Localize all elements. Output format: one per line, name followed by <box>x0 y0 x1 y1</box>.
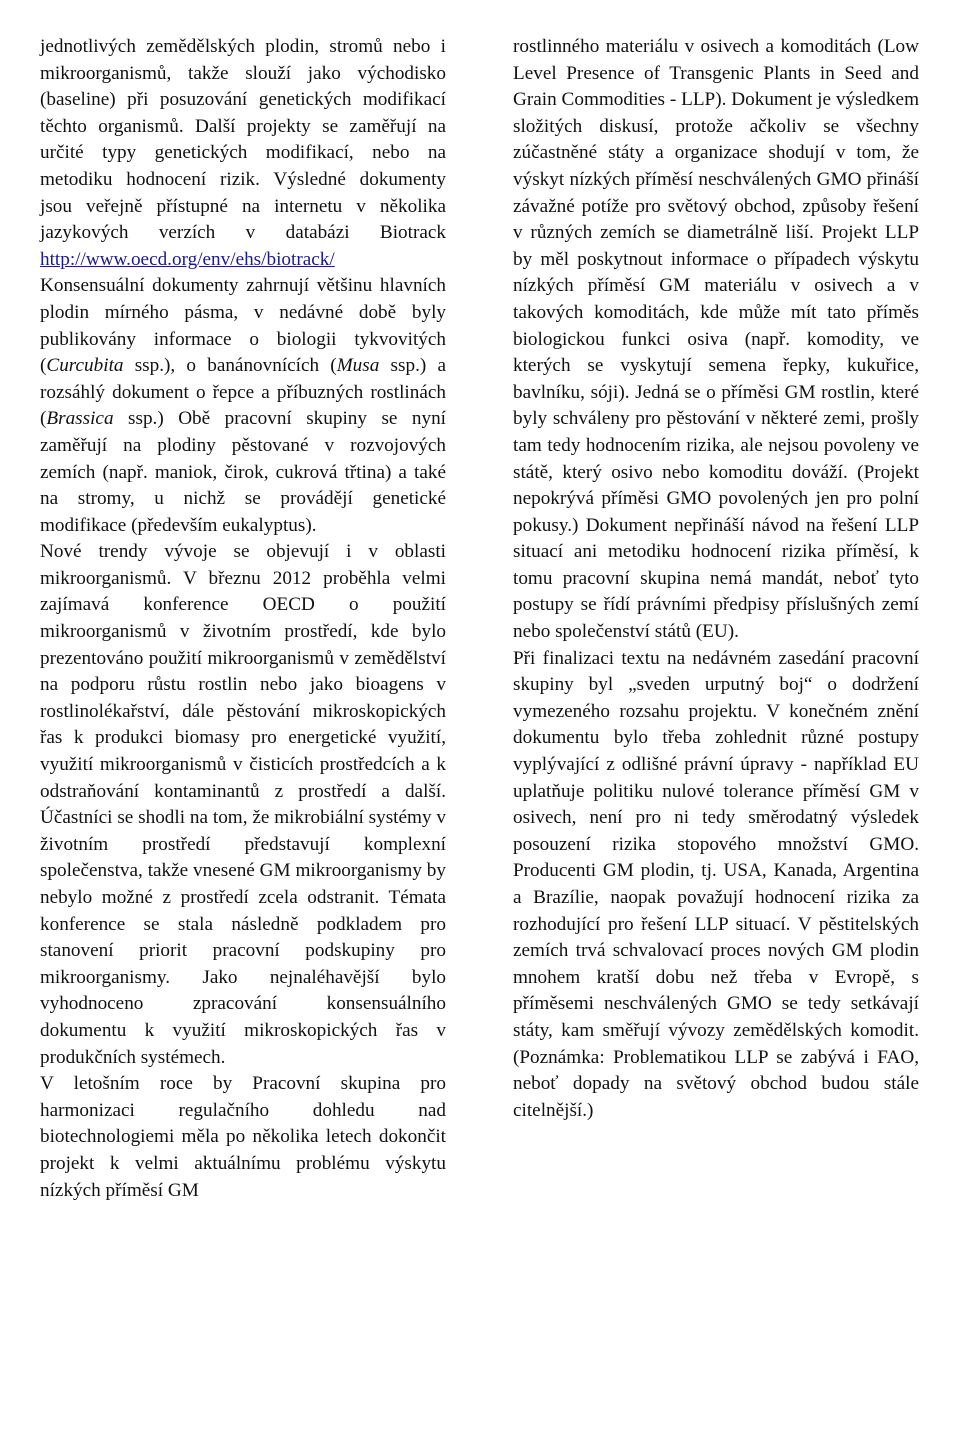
paragraph-consensus-documents <box>40 273 446 539</box>
paragraph-finalization: Při finalizaci textu na nedávném zasedání pracovní skupiny byl „sveden urputný boj“ o dodržení vymezeného rozsahu projektu. V konečném znění dokumentu bylo třeba zohlednit různé postupy vyplývající z odlišné právní úpravy - například EU uplatňuje politiku nulové tolerance příměsí GM v osivech, není pro ni tedy směrodatný výsledek posouzení rizika stopového množství GMO. Producenti GM plodin, tj. USA, Kanada, Argentina a Brazílie, naopak považují hodnocení rizika za rozhodující pro řešení LLP situací. V pěstitelských zemích trvá schvalovací proces nových GM plodin mnohem kratší dobu než třeba v Evropě, s příměsemi neschválených GMO se tedy setkávají státy, kam směřují vývozy zemědělských komodit. (Poznámka: Problematikou LLP se zabývá i FAO, neboť dopady na světový obchod budou stále citelnější.) <box>513 647 919 1121</box>
biotrack-link[interactable]: http://www.oecd.org/env/ehs/biotrack/ <box>40 248 335 270</box>
paragraph-text: ssp.) Obě pracovní skupiny se nyní zaměřují na plodiny pěstované v rozvojových zemích (např. maniok, čirok, cukrová třtina) a také na stromy, u nichž se provádějí genetické modifikace (především eukalyptus). <box>40 408 446 536</box>
taxon-brassica: Brassica <box>46 408 114 430</box>
taxon-musa: Musa <box>336 355 380 377</box>
left-text-column <box>40 34 446 1204</box>
paragraph-llp-project: rostlinného materiálu v osivech a komoditách (Low Level Presence of Transgenic Plants in Seed and Grain Commodities - LLP). Dokument je výsledkem složitých diskusí, protože ačkoliv se všechny zúčastněné státy a organizace shodují v tom, že výskyt nízkých příměsí neschválených GMO přináší závažné potíže pro světový obchod, způsoby řešení v různých zemích se diametrálně liší. Projekt LLP by měl poskytnout informace o případech výskytu nízkých příměsí GM materiálu v osivech a v takových komoditách, kde může mít tato příměs biologickou funkci osiva (např. komodity, ve kterých se vyskytují semena řepky, kukuřice, bavlníku, sóji). Jedná se o příměsi GM rostlin, které byly schváleny pro pěstování v některé zemi, prošly tam tedy hodnocením rizika, ale nejsou povoleny ve státě, který osivo nebo komoditu dováží. (Projekt nepokrývá příměsi GMO povolených jen pro polní pokusy.) Dokument nepřináší návod na řešení LLP situací ani metodiku hodnocení rizika příměsí, k tomu pracovní skupina nemá mandát, neboť tyto postupy se řídí právními předpisy příslušných zemí nebo společenství států (EU). <box>513 36 919 643</box>
paragraph-oecd-programs <box>40 34 446 273</box>
taxon-curcubita: Curcubita <box>46 355 124 377</box>
paragraph-microorganisms: Nové trendy vývoje se objevují i v oblasti mikroorganismů. V březnu 2012 proběhla velmi zajímavá konference OECD o použití mikroorganismů v životním prostředí, kde bylo prezentováno použití mikroorganismů v zemědělství na podporu růstu rostlin nebo jako bioagens v rostlinolékařství, dále pěstování mikroskopických řas k produkci biomasy pro energetické využití, využití mikroorganismů v čisticích prostředcích a k odstraňování kontaminantů z prostředí a další. Účastníci se shodli na tom, že mikrobiální systémy v životním prostředí představují komplexní společenstva, takže vnesené GM mikroorganismy by nebylo možné z prostředí zcela odstranit. Témata konference se stala následně podkladem pro stanovení priorit pracovní podskupiny pro mikroorganismy. Jako nejnaléhavější bylo vyhodnoceno zpracování konsensuálního dokumentu k využití mikroskopických řas v produkčních systémech. <box>40 541 446 1068</box>
paragraph-working-group: V letošním roce by Pracovní skupina pro harmonizaci regulačního dohledu nad biotechnologiemi měla po několika letech dokončit projekt k velmi aktuálnímu problému výskytu nízkých příměsí GM <box>40 1073 446 1201</box>
paragraph-text: ssp.), o banánovnících ( <box>123 355 337 377</box>
paragraph-text: Konsensuální dokumenty zahrnují většinu hlavních plodin mírného pásma, v nedávné době byly publikovány informace o biologii tykvovitých ( <box>40 275 446 377</box>
paragraph-text: jednotlivých zemědělských plodin, stromů nebo i mikroorganismů, takže slouží jako východisko (baseline) při posuzování genetických modifikací těchto organismů. Další projekty se zaměřují na určité typy genetických modifikací, nebo na metodiku hodnocení rizik. Výsledné dokumenty jsou veřejně přístupné na internetu v několika jazykových verzích v databázi Biotrack <box>40 36 446 244</box>
right-text-column <box>513 34 919 1124</box>
paragraph-text: ssp.) a rozsáhlý dokument o řepce a příbuzných rostlinách ( <box>40 355 446 430</box>
